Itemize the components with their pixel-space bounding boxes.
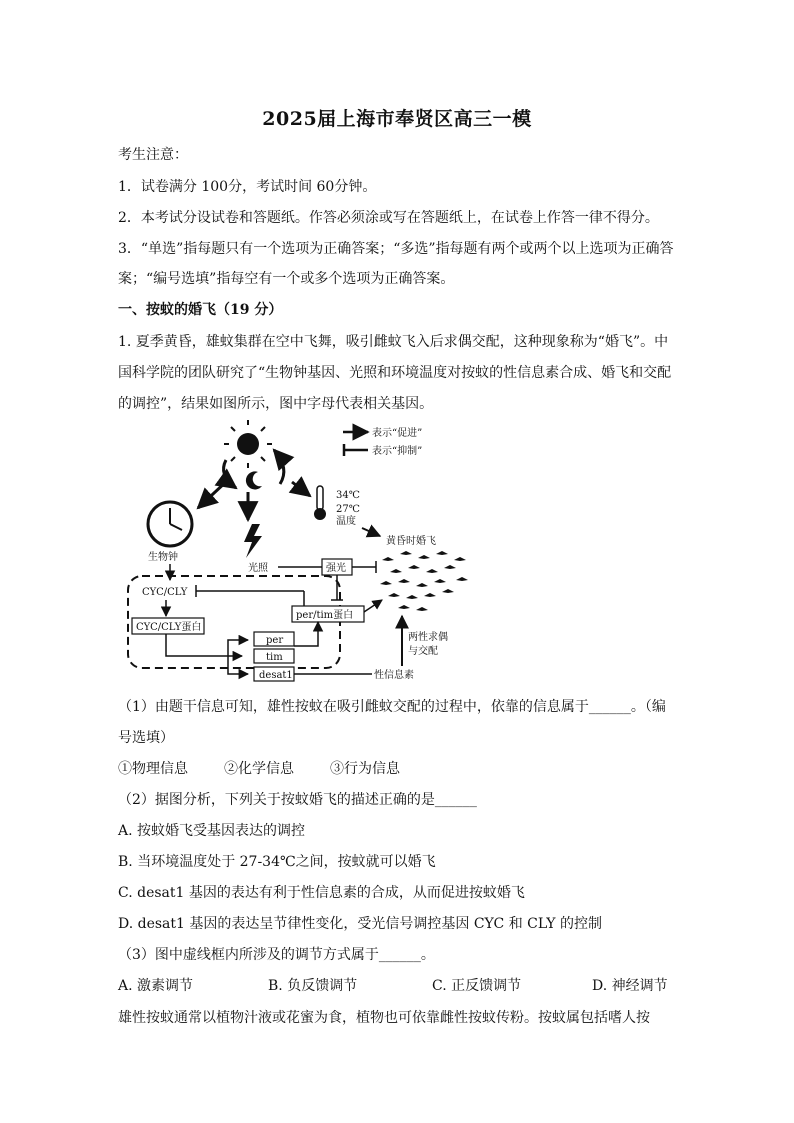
- section-heading: 一、按蚊的婚飞（19 分）: [118, 302, 283, 318]
- q2-option-c[interactable]: C. desat1 基因的表达有利于性信息素的合成，从而促进按蚊婚飞: [118, 885, 525, 901]
- tim-gene-label: tim: [266, 652, 283, 663]
- q3-option-c[interactable]: C. 正反馈调节: [432, 978, 522, 994]
- regulation-diagram: [118, 420, 478, 690]
- q2-option-b[interactable]: B. 当环境温度处于 27-34℃之间，按蚊就可以婚飞: [118, 854, 436, 870]
- legend: [343, 426, 422, 457]
- legend-inhibit: 表示“抑制”: [372, 446, 423, 457]
- temp-low: 27℃: [336, 504, 360, 515]
- cyc-cly-label: CYC/CLY: [142, 587, 188, 598]
- cyc-cly-protein-label: CYC/CLY蛋白: [136, 622, 202, 633]
- strong-light-label: 强光: [326, 563, 346, 574]
- dusk-flight-label: 黄昏时婚飞: [386, 536, 436, 547]
- q1-option-3[interactable]: ③行为信息: [330, 761, 400, 777]
- q3-text: （3）图中虚线框内所涉及的调节方式属于______。: [118, 947, 435, 963]
- intro-line-1: 1. 夏季黄昏，雄蚊集群在空中飞舞，吸引雌蚊飞入后求偶交配，这种现象称为“婚飞”。中: [118, 334, 669, 350]
- pheromone-label: 性信息素: [374, 670, 414, 681]
- clock-icon: [148, 502, 192, 546]
- temp-label: 温度: [336, 516, 356, 527]
- notice-item-1: 1．试卷满分 100分，考试时间 60分钟。: [118, 179, 377, 195]
- light-label: 光照: [248, 563, 268, 574]
- notice-heading: 考生注意：: [118, 147, 188, 163]
- q1-option-1[interactable]: ①物理信息: [118, 761, 188, 777]
- intro-line-2: 国科学院的团队研究了“生物钟基因、光照和环境温度对按蚊的性信息素合成、婚飞和交配: [118, 365, 672, 381]
- sun-icon: [224, 420, 272, 468]
- lightning-icon: [244, 524, 262, 558]
- q3-option-a[interactable]: A. 激素调节: [118, 978, 194, 994]
- notice-item-3: 3．“单选”指每题只有一个选项为正确答案；“多选”指每题有两个或两个以上选项为正确答: [118, 241, 674, 257]
- q3-option-d[interactable]: D. 神经调节: [592, 978, 668, 994]
- thermometer-icon: [314, 486, 326, 520]
- legend-promote: 表示“促进”: [372, 428, 423, 439]
- per-tim-protein-label: per/tim蛋白: [296, 610, 354, 621]
- temp-high: 34℃: [336, 490, 360, 501]
- notice-item-3-cont: 案；“编号选填”指每空有一个或多个选项为正确答案。: [118, 271, 455, 287]
- per-gene-label: per: [266, 635, 284, 646]
- mating-label-1: 两性求偶: [408, 632, 448, 643]
- q1-line-1: （1）由题干信息可知，雄性按蚊在吸引雌蚊交配的过程中，依靠的信息属于______。（编: [118, 699, 666, 715]
- q3-option-b[interactable]: B. 负反馈调节: [268, 978, 358, 994]
- q1-option-2[interactable]: ②化学信息: [224, 761, 294, 777]
- moon-icon: [246, 471, 262, 489]
- q2-text: （2）据图分析，下列关于按蚊婚飞的描述正确的是______: [118, 792, 477, 808]
- intro-line-3: 的调控”，结果如图所示，图中字母代表相关基因。: [118, 396, 434, 412]
- q1-line-2: 号选填）: [118, 730, 174, 746]
- notice-item-2: 2．本考试分设试卷和答题纸。作答必须涂或写在答题纸上，在试卷上作答一律不得分。: [118, 210, 659, 226]
- clock-label: 生物钟: [148, 552, 178, 563]
- mating-label-2: 与交配: [408, 646, 438, 657]
- q2-option-d[interactable]: D. desat1 基因的表达呈节律性变化，受光信号调控基因 CYC 和 CLY 的控制: [118, 916, 602, 932]
- q2-option-a[interactable]: A. 按蚊婚飞受基因表达的调控: [118, 823, 306, 839]
- tail-paragraph: 雄性按蚊通常以植物汁液或花蜜为食，植物也可依靠雌性按蚊传粉。按蚊属包括嗜人按: [118, 1010, 650, 1026]
- page-title: 2025届上海市奉贤区高三一模: [262, 108, 532, 130]
- desat1-gene-label: desat1: [259, 670, 293, 681]
- mosquito-swarm-icon: [380, 551, 468, 611]
